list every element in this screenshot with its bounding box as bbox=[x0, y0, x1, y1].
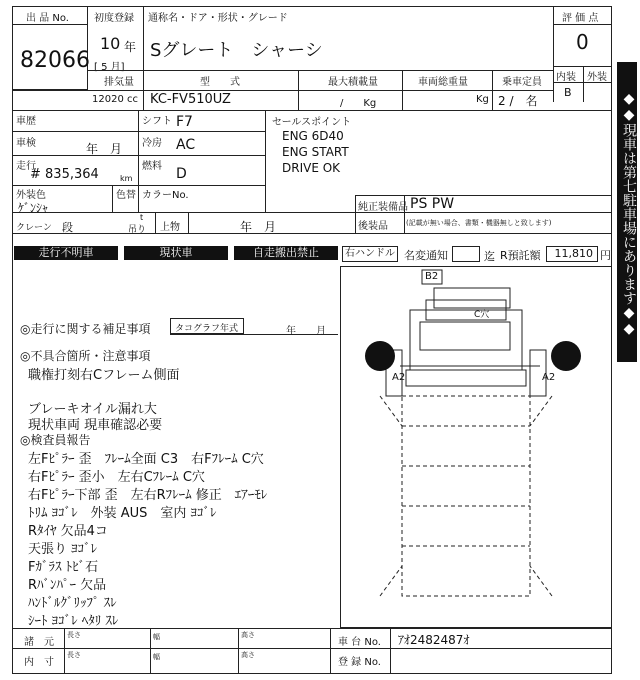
crane-label: クレーン bbox=[16, 223, 52, 233]
spec-long: 長さ bbox=[67, 631, 81, 639]
ac-value: AC bbox=[176, 137, 196, 153]
dims-high: 高さ bbox=[241, 651, 255, 659]
a2-left-mark: A2 bbox=[392, 372, 406, 383]
inspector-header: ◎検査員報告 bbox=[20, 433, 91, 447]
dims-long: 長さ bbox=[67, 651, 81, 659]
fuel-value: D bbox=[176, 166, 187, 182]
side-banner: ◆◆現車は第七駐車場にあります◆◆ bbox=[617, 62, 637, 362]
defect-1: 職権打刻右Cフレーム側面 bbox=[28, 368, 180, 383]
deadline-label: 迄 bbox=[484, 250, 495, 263]
aftermarket-note: (記載が無い場合、書類・機器無しと致します) bbox=[406, 219, 552, 227]
mileage-label: 走行 bbox=[16, 161, 36, 172]
mileage-notes-header: ◎走行に関する補足事項 bbox=[20, 322, 151, 336]
dims-wide: 幅 bbox=[153, 653, 160, 661]
upper-label: 上物 bbox=[160, 222, 180, 233]
salespoint-1: ENG 6D40 bbox=[282, 129, 344, 143]
report-8: Rﾊﾞﾝﾊﾟｰ 欠品 bbox=[28, 578, 107, 593]
upper-value: 年 月 bbox=[240, 220, 277, 234]
name-change-label: 名変通知 bbox=[404, 249, 448, 262]
capacity-label: 乗車定員 bbox=[502, 77, 542, 88]
dims-label: 内 寸 bbox=[24, 657, 54, 668]
no-mileage-flag: 走行不明車 bbox=[14, 246, 118, 260]
defect-5: 現状車両 現車確認必要 bbox=[28, 418, 163, 433]
chassis-label: 車 台 No. bbox=[338, 637, 381, 648]
history-label: 車歴 bbox=[16, 116, 36, 127]
as-is-flag: 現状車 bbox=[124, 246, 228, 260]
grade-text: Sグレート シャーシ bbox=[150, 40, 323, 61]
crane-ton: t bbox=[140, 213, 144, 222]
rhd-box: 右ハンドル bbox=[342, 246, 398, 262]
max-load-label: 最大積載量 bbox=[328, 77, 378, 88]
displacement-label: 排気量 bbox=[104, 77, 134, 88]
aftermarket-label: 後装品 bbox=[358, 221, 388, 232]
report-4: ﾄﾘﾑ ﾖｺﾞﾚ 外装 AUS 室内 ﾖｺﾞﾚ bbox=[28, 506, 217, 521]
displacement-value: 12020 cc bbox=[92, 94, 138, 105]
c-hole-mark: C穴 bbox=[474, 310, 490, 320]
spec-high: 高さ bbox=[241, 631, 255, 639]
tacho-value: 年 月 bbox=[286, 326, 326, 337]
report-6: 天張り ﾖｺﾞﾚ bbox=[28, 542, 98, 557]
ac-label: 冷房 bbox=[142, 138, 162, 149]
self-transport-flag: 自走搬出禁止 bbox=[234, 246, 338, 260]
a2-right-mark: A2 bbox=[542, 372, 556, 383]
color-change-label: 色替 bbox=[116, 190, 136, 201]
score-label: 評 価 点 bbox=[562, 13, 599, 24]
color-label: 外装色 bbox=[16, 190, 46, 201]
salespoint-3: DRIVE OK bbox=[282, 161, 341, 175]
interior-grade: B bbox=[564, 86, 572, 99]
first-reg-year: 10 bbox=[100, 34, 121, 53]
lot-label: 出 品 No. bbox=[26, 13, 69, 24]
shift-label: シフト bbox=[142, 116, 172, 127]
report-9: ﾊﾝﾄﾞﾙｸﾞﾘｯﾌﾟ ｽﾚ bbox=[28, 596, 117, 611]
max-load-value: / Kg bbox=[340, 98, 377, 109]
b2-mark: B2 bbox=[425, 271, 439, 282]
fuel-label: 燃料 bbox=[142, 161, 162, 172]
tacho-label: タコグラフ年式 bbox=[170, 318, 244, 334]
r-tax-value: 11,810 bbox=[546, 246, 598, 262]
defect-header: ◎不具合箇所・注意事項 bbox=[20, 349, 151, 363]
report-5: Rﾀｲﾔ 欠品4コ bbox=[28, 524, 108, 539]
mileage-unit: km bbox=[120, 174, 133, 183]
first-reg-month: [ 5 月] bbox=[94, 62, 125, 73]
r-tax-unit: 円 bbox=[600, 249, 611, 262]
interior-label: 内装 bbox=[556, 72, 576, 83]
spec-label: 諸 元 bbox=[24, 637, 54, 648]
reg-label: 登 録 No. bbox=[338, 657, 381, 668]
name-label: 通称名・ドア・形状・グレード bbox=[148, 13, 288, 24]
name-change-box bbox=[452, 246, 480, 262]
r-tax-label: R預託額 bbox=[500, 249, 541, 262]
lot-number: 82066 bbox=[20, 48, 90, 73]
gross-weight-value: Kg bbox=[476, 94, 489, 105]
shift-value: F7 bbox=[176, 114, 193, 130]
report-3: 右Fﾋﾟﾗｰ下部 歪 左右Rﾌﾚｰﾑ 修正 ｴｱｰﾓﾚ bbox=[28, 488, 268, 503]
crane-hang: 吊り bbox=[128, 225, 147, 235]
report-2: 右Fﾋﾟﾗｰ 歪小 左右Cﾌﾚｰﾑ C穴 bbox=[28, 470, 205, 485]
gross-weight-label: 車両総重量 bbox=[418, 77, 468, 88]
report-7: Fｶﾞﾗｽ ﾄﾋﾞ石 bbox=[28, 560, 99, 575]
inspection-value: 年 月 bbox=[86, 142, 123, 156]
color-value: ｹﾞﾝｼｬ bbox=[18, 201, 49, 215]
score-value: 0 bbox=[576, 30, 589, 54]
equip-label: 純正装備品 bbox=[358, 202, 408, 213]
crane-stage: 段 bbox=[62, 221, 73, 234]
inspection-label: 車検 bbox=[16, 138, 36, 149]
first-reg-label: 初度登録 bbox=[94, 13, 134, 24]
report-1: 左Fﾋﾟﾗｰ 歪 ﾌﾚｰﾑ全面 C3 右Fﾌﾚｰﾑ C穴 bbox=[28, 452, 264, 467]
spec-wide: 幅 bbox=[153, 633, 160, 641]
defect-4: ブレーキオイル漏れ大 bbox=[28, 402, 157, 417]
model-label: 型 式 bbox=[200, 77, 240, 88]
salespoint-2: ENG START bbox=[282, 145, 349, 159]
equip-value: PS PW bbox=[410, 196, 455, 212]
color-no-label: カラーNo. bbox=[142, 190, 189, 201]
model-value: KC-FV510UZ bbox=[150, 92, 231, 107]
capacity-value: 2 / 名 bbox=[498, 94, 538, 108]
report-10: ｼｰﾄ ﾖｺﾞﾚ ﾍﾀﾘ ｽﾚ bbox=[28, 614, 119, 629]
year-unit: 年 bbox=[124, 40, 137, 54]
salespoint-label: セールスポイント bbox=[272, 117, 352, 128]
exterior-label: 外装 bbox=[587, 72, 607, 83]
vehicle-diagram bbox=[340, 266, 612, 628]
mileage-value: # 835,364 bbox=[30, 167, 99, 182]
chassis-no: ｱｵ2482487ｵ bbox=[398, 633, 470, 647]
